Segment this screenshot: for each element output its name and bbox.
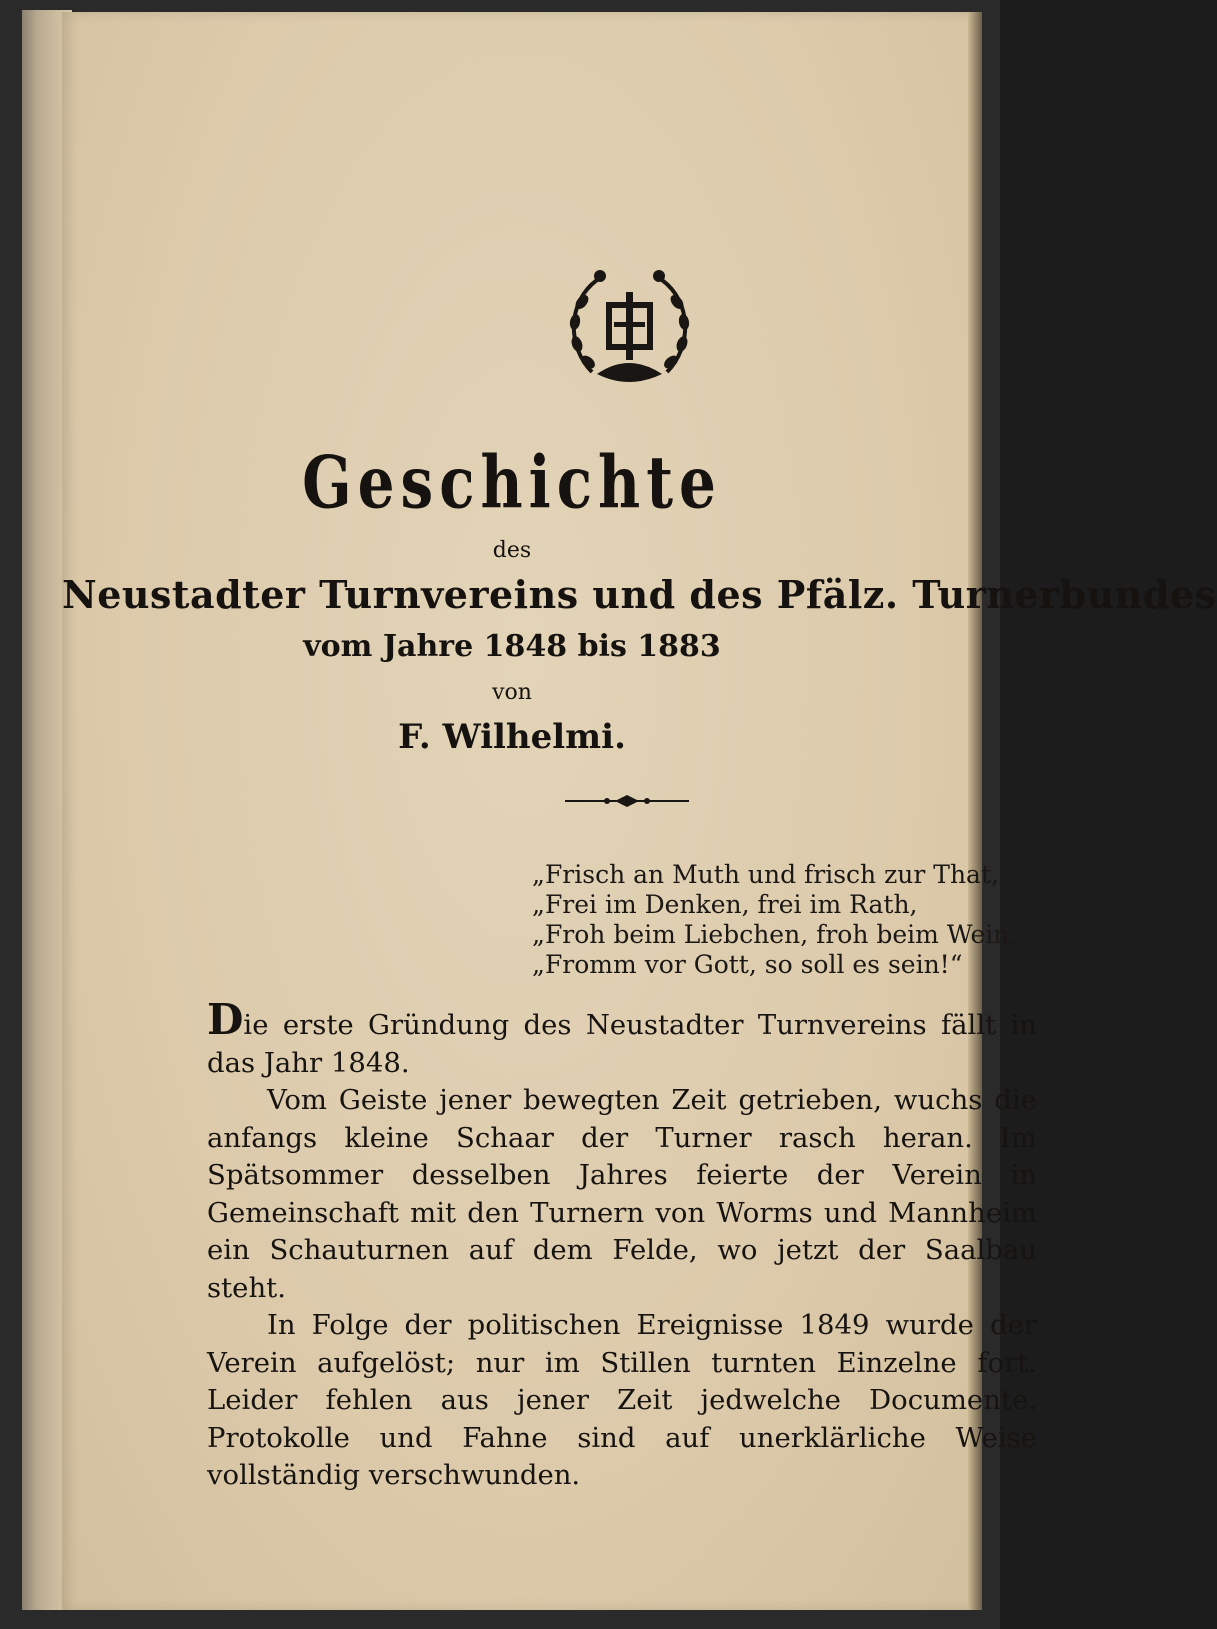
motto-line: „Frisch an Muth und frisch zur That, [532,860,999,889]
paragraph: In Folge der politischen Ereignisse 1849 wurde der Verein aufgelöst; nur im Stillen turnten Einzelne fort. Leider fehlen aus jener Zeit jedwelche Documente. Protokolle und Fahne sind auf unerklärliche Weise vollständig verschwunden. [207,1309,1037,1491]
motto-line: „Froh beim Liebchen, froh beim Wein, [532,920,1018,949]
paragraph-text: ie erste Gründung des Neustadter Turnvereins fällt in das Jahr 1848. [207,1009,1037,1079]
connector-von: von [492,680,532,705]
turner-cross-emblem-icon [562,262,697,392]
divider-ornament-icon [565,792,689,810]
main-title: Geschichte [302,440,722,525]
paragraph [207,995,1037,1082]
connector-des: des [492,538,532,563]
book-page [62,12,1217,1610]
subtitle: Neustadter Turnvereins und des Pfälz. Turnerbundes [62,572,1217,617]
body-text [207,995,1037,1495]
author-name: F. Wilhelmi. [398,717,626,757]
motto-line: „Fromm vor Gott, so soll es sein!“ [532,950,963,979]
drop-cap: D [207,995,244,1044]
paragraph: Vom Geiste jener bewegten Zeit getrieben, wuchs die anfangs kleine Schaar der Turner rasch heran. Im Spätsommer desselben Jahres feierte der Verein in Gemeinschaft mit den Turnern von Worms und Mannheim ein Schauturnen auf dem Felde, wo jetzt der Saalbau steht. [207,1084,1037,1304]
motto-verse [532,860,1018,980]
motto-line: „Frei im Denken, frei im Rath, [532,890,918,919]
years-line: vom Jahre 1848 bis 1883 [303,629,721,664]
